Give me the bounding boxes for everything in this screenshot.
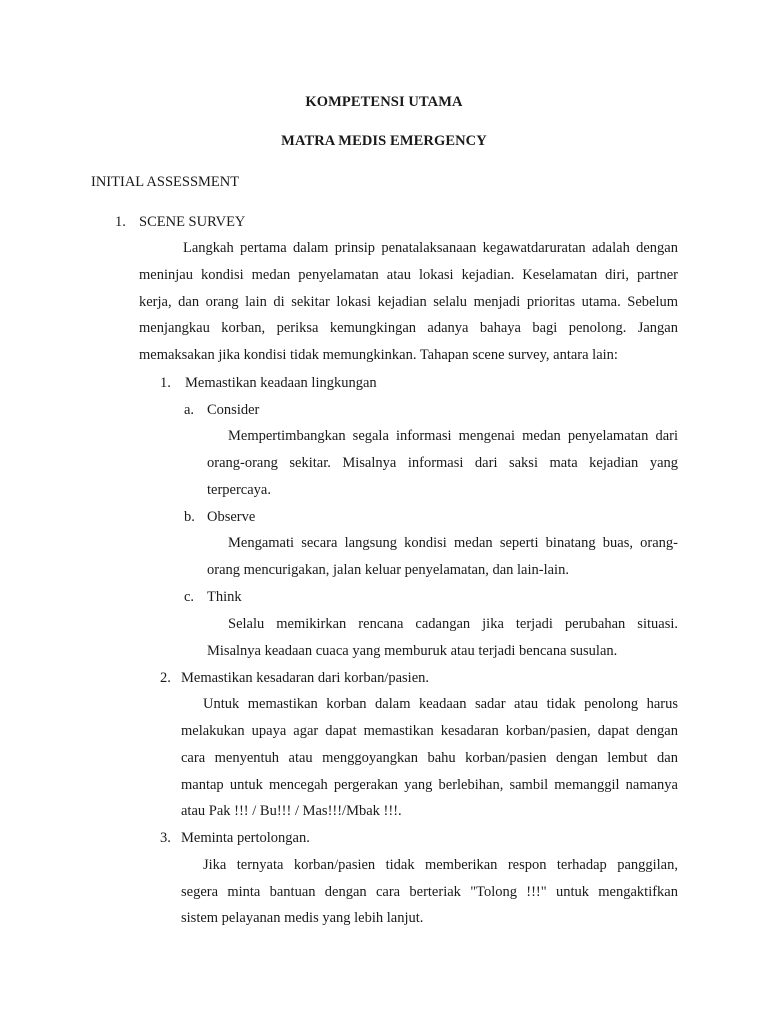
step-line: melakukan upaya agar dapat memastikan kesadaran korban/pasien, dapat dengan xyxy=(181,723,678,739)
step-line: cara menyentuh atau menggoyangkan bahu korban/pasien dengan lembut dan xyxy=(181,750,678,766)
scene-survey-number: 1. xyxy=(115,214,126,230)
intro-line: memaksakan jika kondisi tidak memungkinkan. Tahapan scene survey, antara lain: xyxy=(139,347,618,363)
sub-letter: b. xyxy=(184,509,195,525)
sub-line: Mengamati secara langsung kondisi medan seperti binatang buas, orang- xyxy=(228,535,678,551)
step-line: mantap untuk mencegah pergerakan yang berlebihan, sambil memanggil namanya xyxy=(181,777,678,793)
step-number: 3. xyxy=(160,830,171,846)
intro-line: Langkah pertama dalam prinsip penatalaksanaan kegawatdaruratan adalah dengan xyxy=(183,240,678,256)
step-heading: Meminta pertolongan. xyxy=(181,830,310,846)
sub-line: Mempertimbangkan segala informasi mengenai medan penyelamatan dari xyxy=(228,428,678,444)
step-line: atau Pak !!! / Bu!!! / Mas!!!/Mbak !!!. xyxy=(181,803,402,819)
step-line: Untuk memastikan korban dalam keadaan sadar atau tidak penolong harus xyxy=(203,696,678,712)
sub-heading: Think xyxy=(207,589,242,605)
step-line: sistem pelayanan medis yang lebih lanjut. xyxy=(181,910,424,926)
step-heading: Memastikan keadaan lingkungan xyxy=(185,375,377,391)
section-heading: INITIAL ASSESSMENT xyxy=(91,174,240,190)
sub-line: Misalnya keadaan cuaca yang memburuk atau terjadi bencana susulan. xyxy=(207,643,618,659)
step-number: 1. xyxy=(160,375,171,391)
intro-line: meninjau kondisi medan penyelamatan atau lokasi kejadian. Keselamatan diri, partner xyxy=(139,267,678,283)
sub-line: orang-orang sekitar. Misalnya informasi dari saksi mata kejadian yang xyxy=(207,455,678,471)
intro-line: menjangkau korban, periksa kemungkingan adanya bahaya bagi penolong. Jangan xyxy=(139,320,678,336)
sub-heading: Consider xyxy=(207,402,260,418)
sub-line: Selalu memikirkan rencana cadangan jika terjadi perubahan situasi. xyxy=(228,616,678,632)
sub-letter: c. xyxy=(184,589,195,605)
intro-line: kerja, dan orang lain di sekitar lokasi kejadian selalu menjadi prioritas utama. Sebelum xyxy=(139,294,678,310)
step-number: 2. xyxy=(160,670,171,686)
step-line: Jika ternyata korban/pasien tidak memberikan respon terhadap panggilan, xyxy=(203,857,678,873)
step-heading: Memastikan kesadaran dari korban/pasien. xyxy=(181,670,430,686)
step-line: segera minta bantuan dengan cara berteriak "Tolong !!!" untuk mengaktifkan xyxy=(181,884,678,900)
sub-letter: a. xyxy=(184,402,195,418)
scene-survey-heading: SCENE SURVEY xyxy=(139,214,246,230)
sub-heading: Observe xyxy=(207,509,256,525)
sub-line: orang mencurigakan, jalan keluar penyelamatan, dan lain-lain. xyxy=(207,562,569,578)
document-title: KOMPETENSI UTAMA xyxy=(305,94,463,110)
sub-line: terpercaya. xyxy=(207,482,271,498)
document-subtitle: MATRA MEDIS EMERGENCY xyxy=(281,133,487,149)
